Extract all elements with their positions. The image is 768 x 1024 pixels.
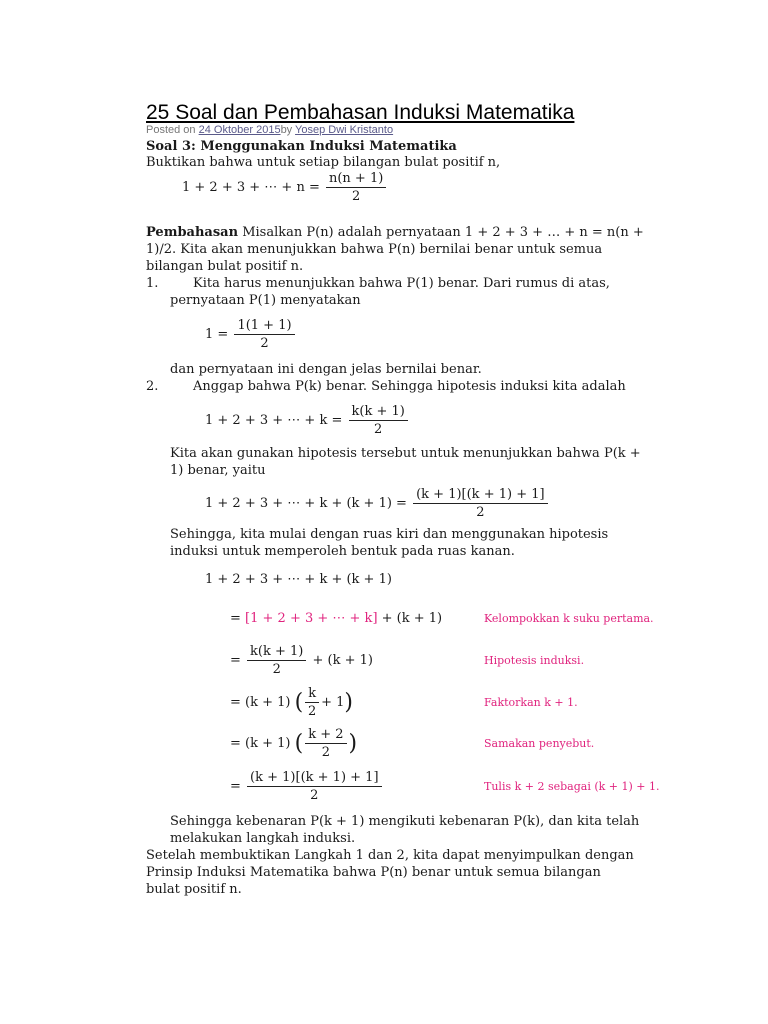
derivation-step-5 xyxy=(230,770,384,803)
derivation-step-4-prefix: = (k + 1) xyxy=(230,736,291,751)
step-2-number: 2. xyxy=(146,379,159,394)
derivation-step-2-rest: + (k + 1) xyxy=(312,653,373,668)
derivation-step-1 xyxy=(230,611,442,626)
derivation-step-1-equals: = xyxy=(230,611,241,626)
step-1-equation xyxy=(205,318,297,351)
derivation-note-4: Samakan penyebut. xyxy=(484,737,595,750)
step-2-hypothesis xyxy=(205,404,410,437)
step-2-goal-fraction xyxy=(413,487,547,520)
step-2-hypothesis-numerator: k(k + 1) xyxy=(349,404,408,421)
derivation-step-4-fraction xyxy=(305,727,346,760)
step-2-line-2: Kita akan gunakan hipotesis tersebut untuk menunjukkan bahwa P(k + xyxy=(170,446,641,461)
problem-formula-numerator: n(n + 1) xyxy=(326,171,386,188)
solution-intro-text-1: Misalkan P(n) adalah pernyataan 1 + 2 + 3 + … + n = n(n + xyxy=(242,225,644,240)
closing-line-3: bulat positif n. xyxy=(146,882,242,897)
problem-formula-denominator: 2 xyxy=(352,189,361,204)
step-2-goal xyxy=(205,487,550,520)
closing-line-2: Prinsip Induksi Matematika bahwa P(n) benar untuk semua bilangan xyxy=(146,865,601,880)
problem-statement: Buktikan bahwa untuk setiap bilangan bulat positif n, xyxy=(146,155,501,170)
derivation-step-3-close-paren: ) xyxy=(344,690,353,715)
step-2-goal-lhs: 1 + 2 + 3 + ⋯ + k + (k + 1) = xyxy=(205,496,407,511)
derivation-step-3 xyxy=(230,686,353,719)
derivation-step-4 xyxy=(230,727,357,760)
derivation-step-2-equals: = xyxy=(230,653,241,668)
derivation-start: 1 + 2 + 3 + ⋯ + k + (k + 1) xyxy=(205,572,392,587)
derivation-step-4-numerator: k + 2 xyxy=(305,727,346,744)
step-2-line-6: Sehingga kebenaran P(k + 1) mengikuti kebenaran P(k), dan kita telah xyxy=(170,814,640,829)
derivation-step-5-equals: = xyxy=(230,779,241,794)
derivation-note-5: Tulis k + 2 sebagai (k + 1) + 1. xyxy=(484,780,660,793)
step-1-equation-fraction xyxy=(234,318,294,351)
step-1-equation-lhs: 1 = xyxy=(205,327,229,342)
derivation-step-3-prefix: = (k + 1) xyxy=(230,695,291,710)
derivation-step-2-fraction xyxy=(247,644,306,677)
derivation-step-3-open-paren: ( xyxy=(294,690,304,715)
by-label: by xyxy=(280,124,293,136)
derivation-step-5-numerator: (k + 1)[(k + 1) + 1] xyxy=(247,770,381,787)
post-date-link[interactable]: 24 Oktober 2015 xyxy=(198,124,281,136)
post-meta xyxy=(146,124,393,136)
step-2-hypothesis-fraction xyxy=(349,404,408,437)
step-2-line-1: Anggap bahwa P(k) benar. Sehingga hipotesis induksi kita adalah xyxy=(193,379,626,394)
step-1-equation-denominator: 2 xyxy=(260,336,269,351)
derivation-step-3-numerator: k xyxy=(305,686,319,703)
derivation-step-5-fraction xyxy=(247,770,381,803)
step-2-line-3: 1) benar, yaitu xyxy=(170,463,266,478)
page-title: 25 Soal dan Pembahasan Induksi Matematika xyxy=(146,101,575,124)
solution-heading: Pembahasan xyxy=(146,225,239,240)
step-2-line-5: induksi untuk memperoleh bentuk pada ruas kanan. xyxy=(170,544,515,559)
posted-on-label: Posted on xyxy=(146,124,196,136)
step-1-line-1: Kita harus menunjukkan bahwa P(1) benar. Dari rumus di atas, xyxy=(193,276,610,291)
derivation-step-3-denominator: 2 xyxy=(308,704,317,719)
step-2-line-4: Sehingga, kita mulai dengan ruas kiri dan menggunakan hipotesis xyxy=(170,527,609,542)
problem-formula xyxy=(182,171,388,204)
derivation-step-2-numerator: k(k + 1) xyxy=(247,644,306,661)
derivation-step-1-rest: + (k + 1) xyxy=(381,611,443,626)
step-2-hypothesis-lhs: 1 + 2 + 3 + ⋯ + k = xyxy=(205,413,343,428)
problem-heading: Soal 3: Menggunakan Induksi Matematika xyxy=(146,139,457,154)
solution-intro-line-1 xyxy=(146,225,644,241)
derivation-step-4-close-paren: ) xyxy=(348,731,358,756)
derivation-step-4-denominator: 2 xyxy=(321,745,331,760)
step-2-goal-denominator: 2 xyxy=(476,505,485,520)
derivation-note-1: Kelompokkan k suku pertama. xyxy=(484,612,654,625)
derivation-step-5-denominator: 2 xyxy=(310,788,319,803)
problem-formula-fraction xyxy=(326,171,386,204)
step-1-line-2: pernyataan P(1) menyatakan xyxy=(170,293,361,308)
derivation-step-1-highlight: [1 + 2 + 3 + ⋯ + k] xyxy=(245,611,378,626)
solution-intro-line-2: 1)/2. Kita akan menunjukkan bahwa P(n) bernilai benar untuk semua xyxy=(146,242,603,257)
closing-line-1: Setelah membuktikan Langkah 1 dan 2, kita dapat menyimpulkan dengan xyxy=(146,848,634,863)
step-1-number: 1. xyxy=(146,276,159,291)
derivation-step-2 xyxy=(230,644,373,677)
problem-formula-lhs: 1 + 2 + 3 + ⋯ + n = xyxy=(182,180,320,195)
derivation-step-3-fraction xyxy=(305,686,319,719)
step-1-equation-numerator: 1(1 + 1) xyxy=(234,318,294,335)
step-2-line-7: melakukan langkah induksi. xyxy=(170,831,356,846)
derivation-step-3-plus: + 1 xyxy=(321,695,345,710)
derivation-note-3: Faktorkan k + 1. xyxy=(484,696,578,709)
derivation-step-2-denominator: 2 xyxy=(272,662,281,677)
derivation-step-4-open-paren: ( xyxy=(294,731,304,756)
step-2-hypothesis-denominator: 2 xyxy=(374,422,383,437)
solution-intro-line-3: bilangan bulat positif n. xyxy=(146,259,304,274)
step-2-goal-numerator: (k + 1)[(k + 1) + 1] xyxy=(413,487,547,504)
derivation-note-2: Hipotesis induksi. xyxy=(484,654,585,667)
step-1-conclusion: dan pernyataan ini dengan jelas bernilai benar. xyxy=(170,362,482,377)
author-link[interactable]: Yosep Dwi Kristanto xyxy=(295,124,394,136)
